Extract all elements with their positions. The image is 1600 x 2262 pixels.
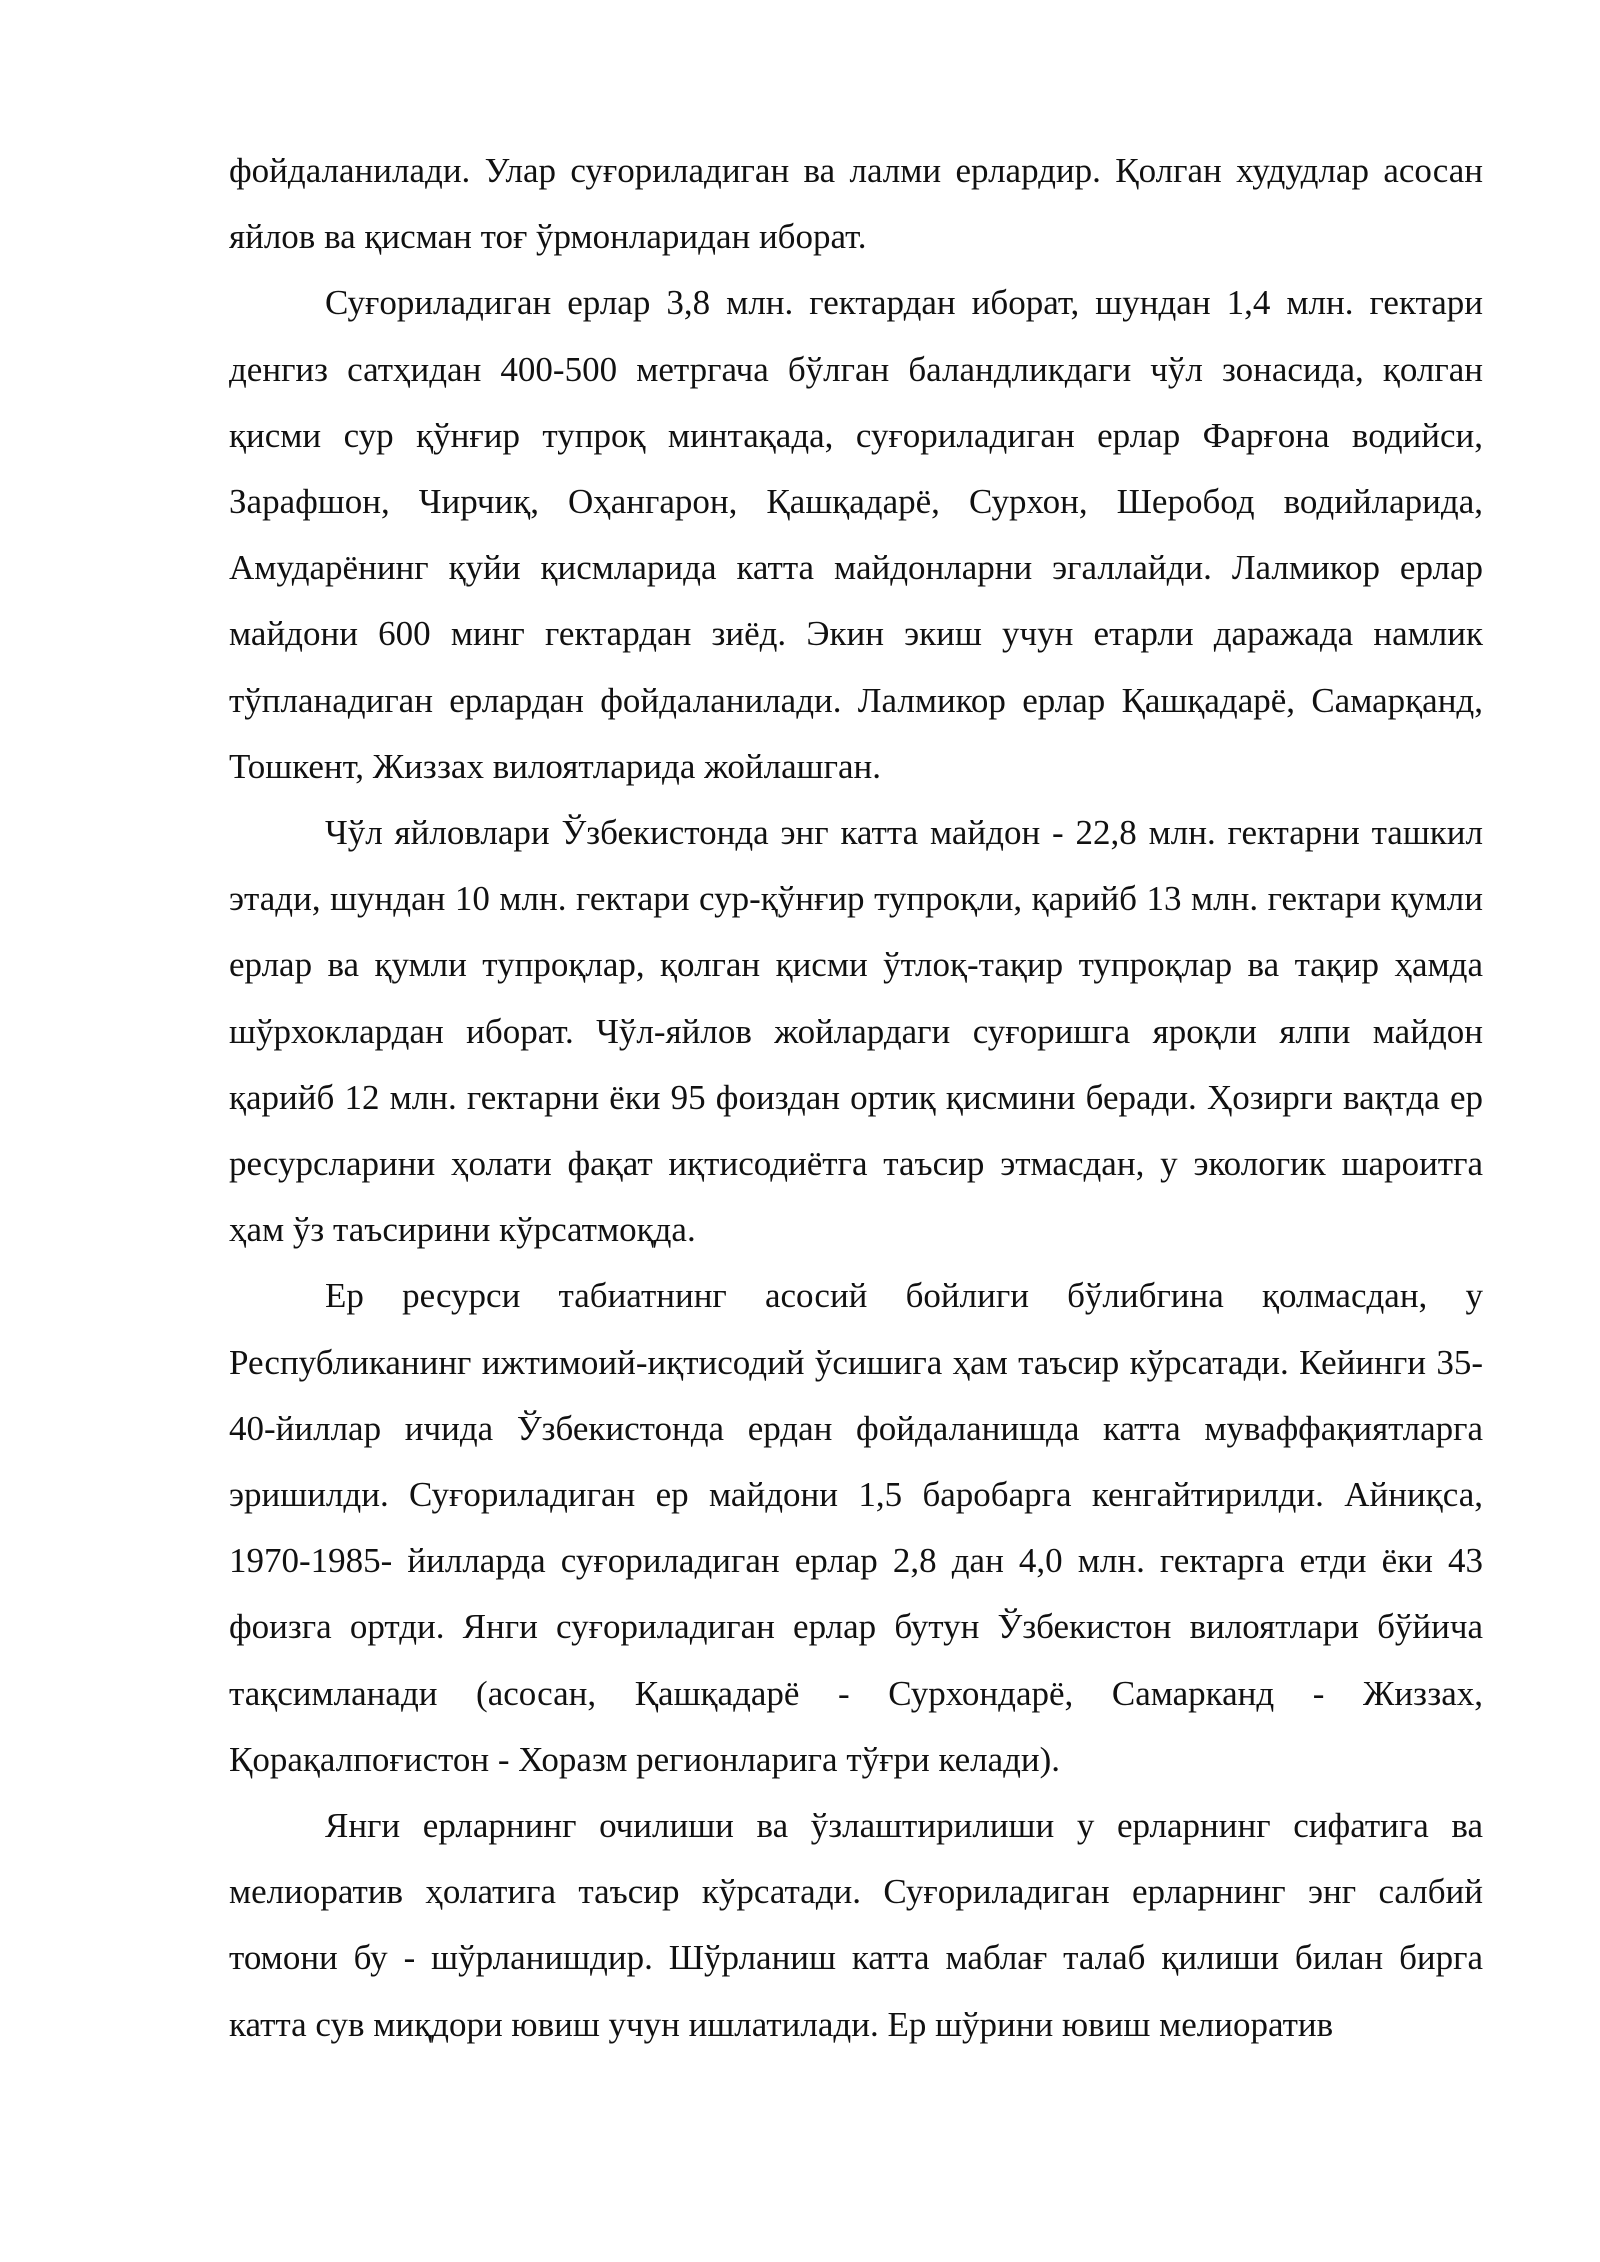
paragraph-desert-pastures: Чўл яйловлари Ўзбекистонда энг катта майдон - 22,8 млн. гектарни ташкил этади, шундан 10 млн. гектари сур-қўнғир тупроқли, қарийб 13 млн. гектари қумли ерлар ва қумли тупроқлар, қолган қисми ўтлоқ-тақир тупроқлар ва тақир ҳамда шўрхоклардан иборат. Чўл-яйлов жойлардаги суғоришга яроқли ялпи майдон қарийб 12 млн. гектарни ёки 95 фоиздан ортиқ қисмини беради. Ҳозирги вақтда ер ресурсларини ҳолати фақат иқтисодиётга таъсир этмасдан, у экологик шароитга ҳам ўз таъсирини кўрсатмоқда.	[229, 813, 1483, 1250]
document-body	[229, 138, 1483, 2058]
paragraph-new-lands: Янги ерларнинг очилиши ва ўзлаштирилиши у ерларнинг сифатига ва мелиоратив ҳолатига таъсир кўрсатади. Суғориладиган ерларнинг энг салбий томони бу - шўрланишдир. Шўрланиш катта маблағ талаб қилиши билан бирга катта сув миқдори ювиш учун ишлатилади. Ер шўрини ювиш мелиоратив	[229, 1806, 1483, 2044]
paragraph-land-resources: Ер ресурси табиатнинг асосий бойлиги бўлибгина қолмасдан, у Республиканинг ижтимоий-иқтисодий ўсишига ҳам таъсир кўрсатади. Кейинги 35-40-йиллар ичида Ўзбекистонда ердан фойдаланишда катта муваффақиятларга эришилди. Суғориладиган ер майдони 1,5 баробарга кенгайтирилди. Айниқса, 1970-1985- йилларда суғориладиган ерлар 2,8 дан 4,0 млн. гектарга етди ёки 43 фоизга ортди. Янги суғориладиган ерлар бутун Ўзбекистон вилоятлари бўйича тақсимланади (асосан, Қашқадарё - Сурхондарё, Самарканд - Жиззах, Қорақалпоғистон - Хоразм регионларига тўғри келади).	[229, 1276, 1483, 1779]
paragraph-continuation: фойдаланилади. Улар суғориладиган ва лалми ерлардир. Қолган худудлар асосан яйлов ва қисман тоғ ўрмонларидан иборат.	[229, 151, 1483, 257]
paragraph-irrigated-lands: Суғориладиган ерлар 3,8 млн. гектардан иборат, шундан 1,4 млн. гектари денгиз сатҳидан 400-500 метргача бўлган баландликдаги чўл зонасида, қолган қисми сур қўнғир тупроқ минтақада, суғориладиган ерлар Фарғона водийси, Зарафшон, Чирчиқ, Оҳангарон, Қашқадарё, Сурхон, Шеробод водийларида, Амударёнинг қуйи қисмларида катта майдонларни эгаллайди. Лалмикор ерлар майдони 600 минг гектардан зиёд. Экин экиш учун етарли даражада намлик тўпланадиган ерлардан фойдаланилади. Лалмикор ерлар Қашқадарё, Самарқанд, Тошкент, Жиззах вилоятларида жойлашган.	[229, 283, 1483, 786]
